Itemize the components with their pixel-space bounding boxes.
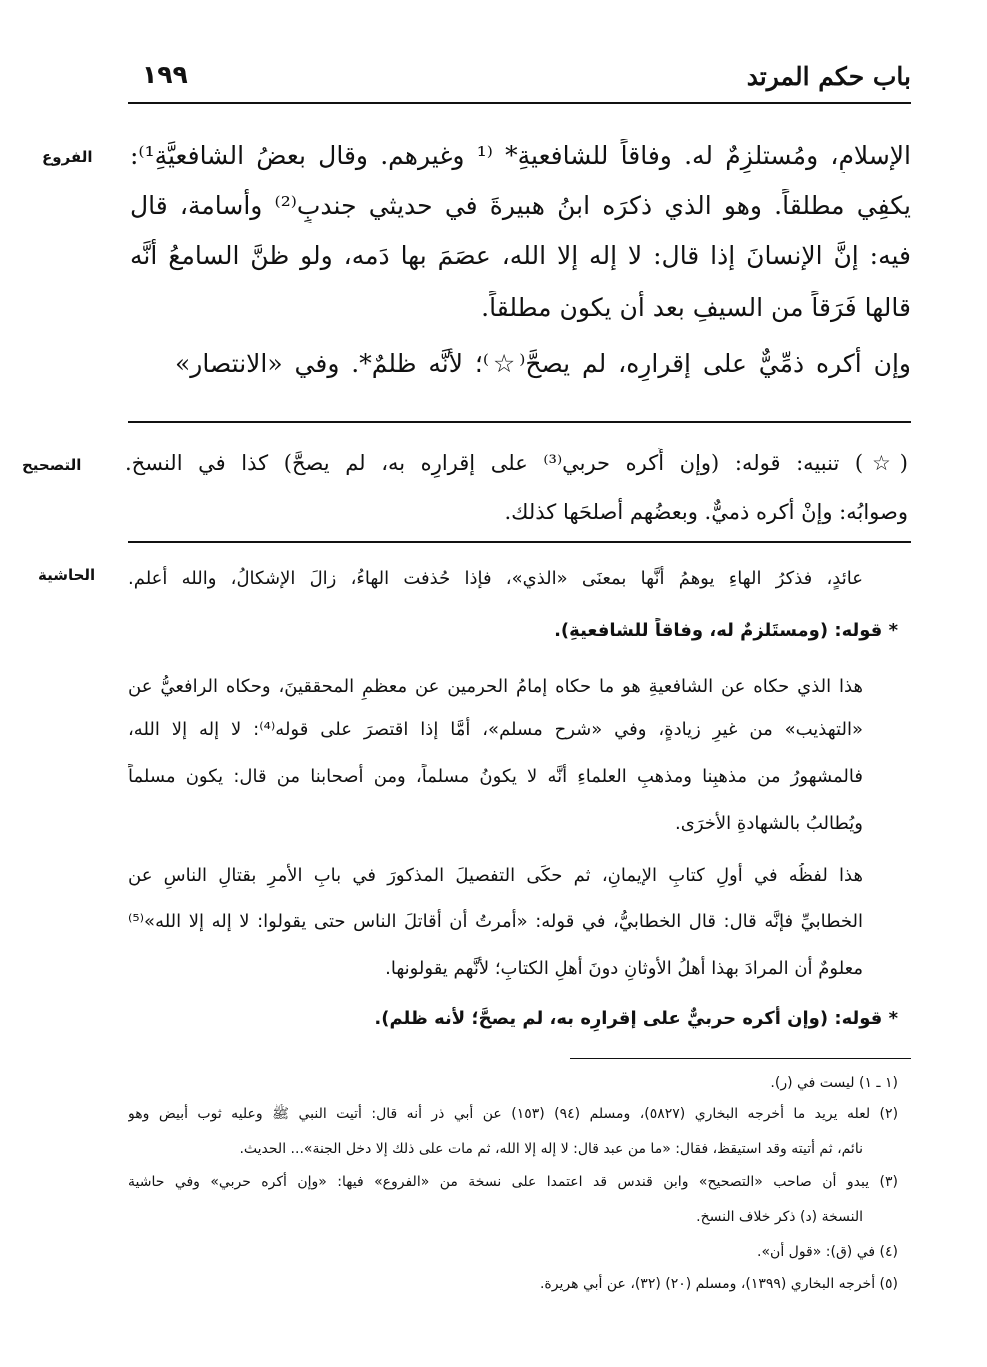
section-label-furu: الفروع [42, 148, 93, 166]
footnote: النسخة (د) ذكر خلاف النسخ. [696, 1209, 863, 1225]
hashiya-line: * قوله: (وإن أُكره حربيٌّ على إقرارِه به، لم يصحَّ؛ لأنه ظلم). [374, 1008, 898, 1029]
footnote: (١ ـ ١) ليست في (ر). [770, 1075, 898, 1091]
main-line: قالها فَرَقاً من السيفِ بعد أن يكون مطلقاً. [481, 293, 911, 322]
main-line: يكفِي مطلقاً. وهو الذي ذكرَه ابنُ هبيرةَ في حديثي جندبٍ⁽²⁾ وأسامة، قال [130, 191, 911, 220]
hashiya-line: ويُطالبُ بالشهادةِ الأخرَى. [675, 813, 863, 834]
footnote: (٥) أخرجه البخاري (١٣٩٩)، ومسلم (٢٠) (٣٢)، عن أبي هريرة. [539, 1276, 898, 1292]
footnotes-rule [570, 1058, 911, 1059]
main-line: وإن أُكره ذمِّيٌّ على إقرارِه، لم يصحَّ⁽☆⁾؛ لأنَّه ظلمٌ*. وفي «الانتصار» [175, 349, 911, 378]
footnote: (٢) لعله يريد ما أخرجه البخاري (٥٨٢٧)، ومسلم (٩٤) (١٥٣) عن أبي ذر أنه قال: أتيت النبي ﷺ وعليه ثوب أبيض وهو [128, 1106, 898, 1122]
hashiya-line: الخطابيِّ فإنَّه قال: قال الخطابيُّ، في قوله: «أمرتُ أن أقاتلَ الناس حتى يقولوا: لا إله إلا الله»⁽⁵⁾ [128, 911, 863, 932]
hashiya-line: هذا الذي حكاه عن الشافعيةِ هو ما حكاه إمامُ الحرمين عن معظمِ المحققينَ، وحكاه الرافعيُّ عن [128, 676, 863, 697]
footnote: نائم، ثم أتيته وقد استيقظ، فقال: «ما من عبد قال: لا إله إلا الله، ثم مات على ذلك إلا دخل الجنة»... الحديث. [239, 1141, 863, 1157]
header-rule [128, 102, 911, 104]
page-number: ١٩٩ [142, 60, 188, 89]
tashih-section-rule [128, 541, 911, 543]
footnote: (٣) يبدو أن صاحب «التصحيح» وابن قندس قد اعتمدا على نسخة من «الفروع» فيها: «وإن أكره حربي» وفي حاشية [128, 1174, 898, 1190]
hashiya-line: معلومٌ أن المرادَ بهذا أهلُ الأوثانِ دونَ أهلِ الكتابِ؛ لأنَّهم يقولونها. [385, 958, 863, 979]
tashih-line: وصوابُه: وإنْ أكره ذميٌّ. وبعضُهم أصلحَها كذلك. [504, 500, 908, 524]
section-label-tashih: التصحيح [22, 456, 82, 474]
main-line: فيه: إنَّ الإنسانَ إذا قال: لا إله إلا الله، عصَمَ بها دَمه، ولو ظنَّ السامعُ أنَّه [130, 241, 911, 270]
hashiya-line: هذا لفظُه في أولِ كتابِ الإيمانِ، ثم حكَى التفصيلَ المذكورَ في بابِ الأمرِ بقتالِ الناسِ عن [128, 865, 863, 886]
page-header [128, 56, 911, 98]
main-line: الإسلامِ، ومُستلزِمٌ له. وفاقاً للشافعيةِ* ⁽¹ وغيرهم. وقال بعضُ الشافعيَّةِ¹⁾: [130, 141, 911, 170]
section-label-hashiya: الحاشية [38, 566, 96, 584]
hashiya-line: عائدٍ، فذكرُ الهاءِ يوهمُ أنَّها بمعنَى «الذي»، فإذا حُذفت الهاءُ، زالَ الإشكالُ، والله أعلم. [128, 568, 863, 589]
footnote: (٤) في (ق): «قول أن». [757, 1244, 898, 1260]
hashiya-line: * قوله: (ومستَلزمٌ له، وفاقاً للشافعيةِ). [554, 620, 898, 641]
main-section-rule [128, 421, 911, 423]
hashiya-line: فالمشهورُ من مذهبِنا ومذهبِ العلماءِ أنَّه لا يكونُ مسلماً، ومن أصحابنا من قال: يكون مسلماً [128, 766, 863, 787]
chapter-title: باب حكم المرتد [746, 62, 911, 91]
hashiya-line: «التهذيب» من غيرِ زيادةٍ، وفي «شرح مسلم»، أمَّا إذا اقتصرَ على قوله⁽⁴⁾: لا إله إلا الله، [128, 719, 863, 740]
tashih-line: (☆) تنبيه: قوله: (وإن أُكره حربي⁽³⁾ على إقرارِه به، لم يصحَّ) كذا في النسخ. [125, 451, 908, 475]
